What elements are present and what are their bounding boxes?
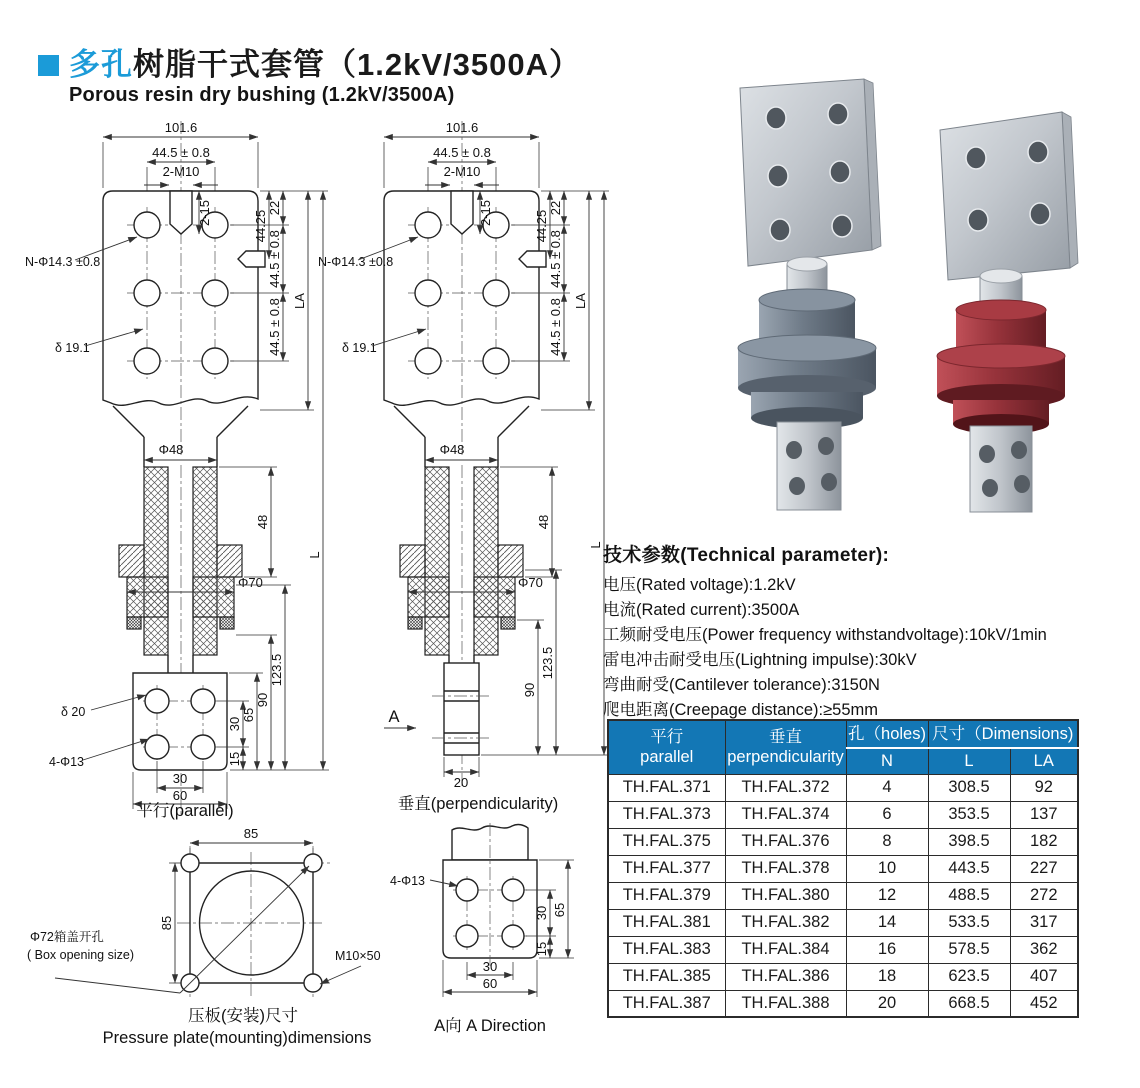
table-cell: TH.FAL.372 — [725, 774, 846, 801]
dim-60: 60 — [172, 788, 188, 803]
conductor-neck — [168, 655, 193, 673]
product-photos — [640, 70, 1115, 525]
table-cell: 317 — [1010, 909, 1078, 936]
model-table — [607, 719, 1079, 1018]
table-cell: 533.5 — [928, 909, 1010, 936]
tab-thickness-note: δ 20 — [61, 705, 86, 719]
table-cell: 92 — [1010, 774, 1078, 801]
page-title-zh-highlight: 多孔 — [69, 47, 133, 82]
dim-60: 60 — [482, 976, 498, 991]
stud-size-note: M10×50 — [335, 949, 381, 963]
table-cell: TH.FAL.373 — [608, 801, 725, 828]
table-row — [608, 774, 1078, 801]
shaft-neck — [113, 406, 248, 467]
table-cell: 488.5 — [928, 882, 1010, 909]
table-row — [608, 963, 1078, 990]
table-row — [608, 990, 1078, 1017]
table-row — [608, 855, 1078, 882]
table-cell: 578.5 — [928, 936, 1010, 963]
dim-123-5: 123.5 — [540, 646, 555, 680]
dim-pitch-b: 44.5 ± 0.8 — [267, 298, 282, 356]
table-cell: TH.FAL.386 — [725, 963, 846, 990]
col-header-parallel-zh: 平行 — [650, 727, 684, 746]
table-cell: 182 — [1010, 828, 1078, 855]
col-header-parallel-en: parallel — [640, 748, 694, 767]
drawing-a-direction — [390, 818, 610, 1055]
insulator-section — [400, 467, 523, 655]
dim-30v: 30 — [227, 716, 242, 732]
caption-a-direction: A向 A Direction — [434, 1017, 546, 1035]
dim-20: 20 — [453, 775, 469, 790]
dim-stud-depth: 2-15 — [197, 199, 212, 227]
caption-perpendicular: 垂直(perpendicularity) — [397, 795, 559, 813]
table-row — [608, 801, 1078, 828]
table-cell: 443.5 — [928, 855, 1010, 882]
table-cell: 18 — [846, 963, 928, 990]
dim-123-5: 123.5 — [269, 653, 284, 687]
table-cell: TH.FAL.381 — [608, 909, 725, 936]
col-header-perpendicular-en: perpendicularity — [727, 748, 844, 767]
table-cell: TH.FAL.387 — [608, 990, 725, 1017]
page-title-zh — [69, 48, 581, 83]
table-cell: 20 — [846, 990, 928, 1017]
col-subheader-la: LA — [1010, 748, 1078, 774]
tech-parameter-line: 爬电距离(Creepage distance):≥55mm — [603, 701, 878, 719]
table-row — [608, 828, 1078, 855]
table-cell: TH.FAL.384 — [725, 936, 846, 963]
dim-stud-offset: 44.25 — [253, 209, 268, 243]
col-header-parallel — [608, 720, 725, 774]
table-cell: 668.5 — [928, 990, 1010, 1017]
table-cell: TH.FAL.379 — [608, 882, 725, 909]
dim-l: L — [307, 551, 322, 559]
col-header-perpendicular-zh: 垂直 — [769, 727, 802, 746]
dim-shaft-dia: Φ48 — [439, 442, 465, 457]
dim-65: 65 — [552, 902, 567, 918]
table-cell: 4 — [846, 774, 928, 801]
caption-pressure-plate-en: Pressure plate(mounting)dimensions — [102, 1029, 372, 1047]
stud-top — [451, 191, 473, 234]
dim-la: LA — [292, 293, 307, 309]
table-cell: 8 — [846, 828, 928, 855]
tech-heading: 技术参数(Technical parameter): — [603, 545, 890, 566]
dim-65: 65 — [241, 707, 256, 723]
dim-15: 15 — [534, 941, 549, 957]
table-cell: 623.5 — [928, 963, 1010, 990]
dim-90: 90 — [255, 692, 270, 708]
dim-flange-dia: Φ70 — [518, 575, 543, 590]
table-cell: TH.FAL.380 — [725, 882, 846, 909]
dim-30h: 30 — [172, 771, 188, 786]
dim-total-width: 101.6 — [164, 120, 198, 135]
col-subheader-l: L — [928, 748, 1010, 774]
tech-parameter-line: 雷电冲击耐受电压(Lightning impulse):30kV — [603, 651, 917, 669]
bottom-tab — [133, 673, 227, 770]
dim-30v: 30 — [534, 905, 549, 921]
bottom-bar — [444, 663, 479, 755]
table-row — [608, 882, 1078, 909]
dim-90: 90 — [522, 682, 537, 698]
box-opening-note-zh: Φ72箱盖开孔 — [30, 930, 104, 944]
table-cell: 272 — [1010, 882, 1078, 909]
table-cell: 6 — [846, 801, 928, 828]
drawing-pressure-plate — [25, 820, 400, 1055]
dim-body-height: 48 — [255, 514, 270, 530]
conductor-neck — [449, 655, 474, 663]
col-subheader-n: N — [846, 748, 928, 774]
dim-edge-offset: 22 — [267, 200, 282, 216]
hole-diameter-note: N-Φ14.3 ±0.8 — [318, 255, 394, 269]
table-cell: 12 — [846, 882, 928, 909]
page-title-zh-rest: 树脂干式套管（1.2kV/3500A） — [133, 47, 581, 82]
dim-plate-height: 85 — [159, 915, 174, 931]
dim-pitch-b: 44.5 ± 0.8 — [548, 298, 563, 356]
table-cell: TH.FAL.385 — [608, 963, 725, 990]
table-cell: 10 — [846, 855, 928, 882]
dim-stud-depth: 2-15 — [478, 199, 493, 227]
tech-parameter-line: 电压(Rated voltage):1.2kV — [603, 576, 796, 594]
dim-edge-offset: 22 — [548, 200, 563, 216]
table-cell: 16 — [846, 936, 928, 963]
dim-total-width: 101.6 — [445, 120, 479, 135]
page-header — [38, 48, 581, 107]
dim-stud-label: 2-M10 — [162, 164, 200, 179]
view-a-label: A — [388, 708, 400, 726]
table-cell: 407 — [1010, 963, 1078, 990]
caption-pressure-plate-zh: 压板(安装)尺寸 — [188, 1007, 298, 1025]
dim-flange-dia: Φ70 — [238, 575, 263, 590]
plate-thickness-note: δ 19.1 — [55, 341, 90, 355]
technical-parameters — [603, 540, 1138, 723]
tech-parameter-line: 工频耐受电压(Power frequency withstandvoltage):10kV/1min — [603, 626, 1047, 644]
tech-parameter-line: 电流(Rated current):3500A — [603, 601, 800, 619]
box-opening-note-en: ( Box opening size) — [27, 948, 135, 962]
plate-thickness-note: δ 19.1 — [342, 341, 377, 355]
table-cell: TH.FAL.375 — [608, 828, 725, 855]
table-row — [608, 909, 1078, 936]
table-cell: TH.FAL.383 — [608, 936, 725, 963]
table-cell: TH.FAL.371 — [608, 774, 725, 801]
title-bullet-square — [38, 55, 59, 76]
table-row — [608, 936, 1078, 963]
col-header-holes: 孔（holes) — [846, 720, 928, 748]
dim-pitch-a: 44.5 ± 0.8 — [548, 230, 563, 288]
stud-top — [170, 191, 192, 234]
table-cell: 353.5 — [928, 801, 1010, 828]
table-cell: TH.FAL.378 — [725, 855, 846, 882]
table-cell: TH.FAL.377 — [608, 855, 725, 882]
caption-parallel: 平行(parallel) — [136, 802, 234, 820]
table-cell: TH.FAL.382 — [725, 909, 846, 936]
hole-diameter-note: N-Φ14.3 ±0.8 — [25, 255, 101, 269]
col-header-perpendicular — [725, 720, 846, 774]
table-cell: 308.5 — [928, 774, 1010, 801]
dim-l: L — [588, 541, 603, 549]
dim-hole-span: 44.5 ± 0.8 — [152, 145, 210, 160]
page-title-en: Porous resin dry bushing (1.2kV/3500A) — [69, 83, 455, 106]
dim-stud-offset: 44.25 — [534, 209, 549, 243]
dim-pitch-a: 44.5 ± 0.8 — [267, 230, 282, 288]
drawing-perpendicular-view — [318, 115, 618, 815]
table-cell: 14 — [846, 909, 928, 936]
dim-30h: 30 — [482, 959, 498, 974]
drawing-parallel-view — [25, 115, 332, 825]
dim-hole-span: 44.5 ± 0.8 — [433, 145, 491, 160]
dimension-lines — [159, 826, 313, 983]
dim-body-height: 48 — [536, 514, 551, 530]
model-table-body — [608, 774, 1078, 1017]
dim-plate-width: 85 — [243, 826, 259, 841]
tech-parameter-list — [603, 573, 1138, 723]
table-cell: TH.FAL.388 — [725, 990, 846, 1017]
tab-holes-note: 4-Φ13 — [49, 755, 84, 769]
tech-parameter-line: 弯曲耐受(Cantilever tolerance):3150N — [603, 676, 880, 694]
product-photo-red — [937, 112, 1078, 512]
table-cell: 362 — [1010, 936, 1078, 963]
table-cell: 227 — [1010, 855, 1078, 882]
dim-15: 15 — [227, 751, 242, 767]
table-cell: 398.5 — [928, 828, 1010, 855]
table-cell: 452 — [1010, 990, 1078, 1017]
product-photo-gray — [738, 79, 881, 510]
table-cell: TH.FAL.374 — [725, 801, 846, 828]
col-header-dimensions: 尺寸（Dimensions) — [928, 720, 1078, 748]
tab-holes-note: 4-Φ13 — [390, 874, 425, 888]
table-cell: TH.FAL.376 — [725, 828, 846, 855]
dim-shaft-dia: Φ48 — [158, 442, 184, 457]
table-cell: 137 — [1010, 801, 1078, 828]
dim-la: LA — [573, 293, 588, 309]
shaft-neck — [394, 406, 529, 467]
insulator-section — [119, 467, 242, 655]
dim-stud-label: 2-M10 — [443, 164, 481, 179]
